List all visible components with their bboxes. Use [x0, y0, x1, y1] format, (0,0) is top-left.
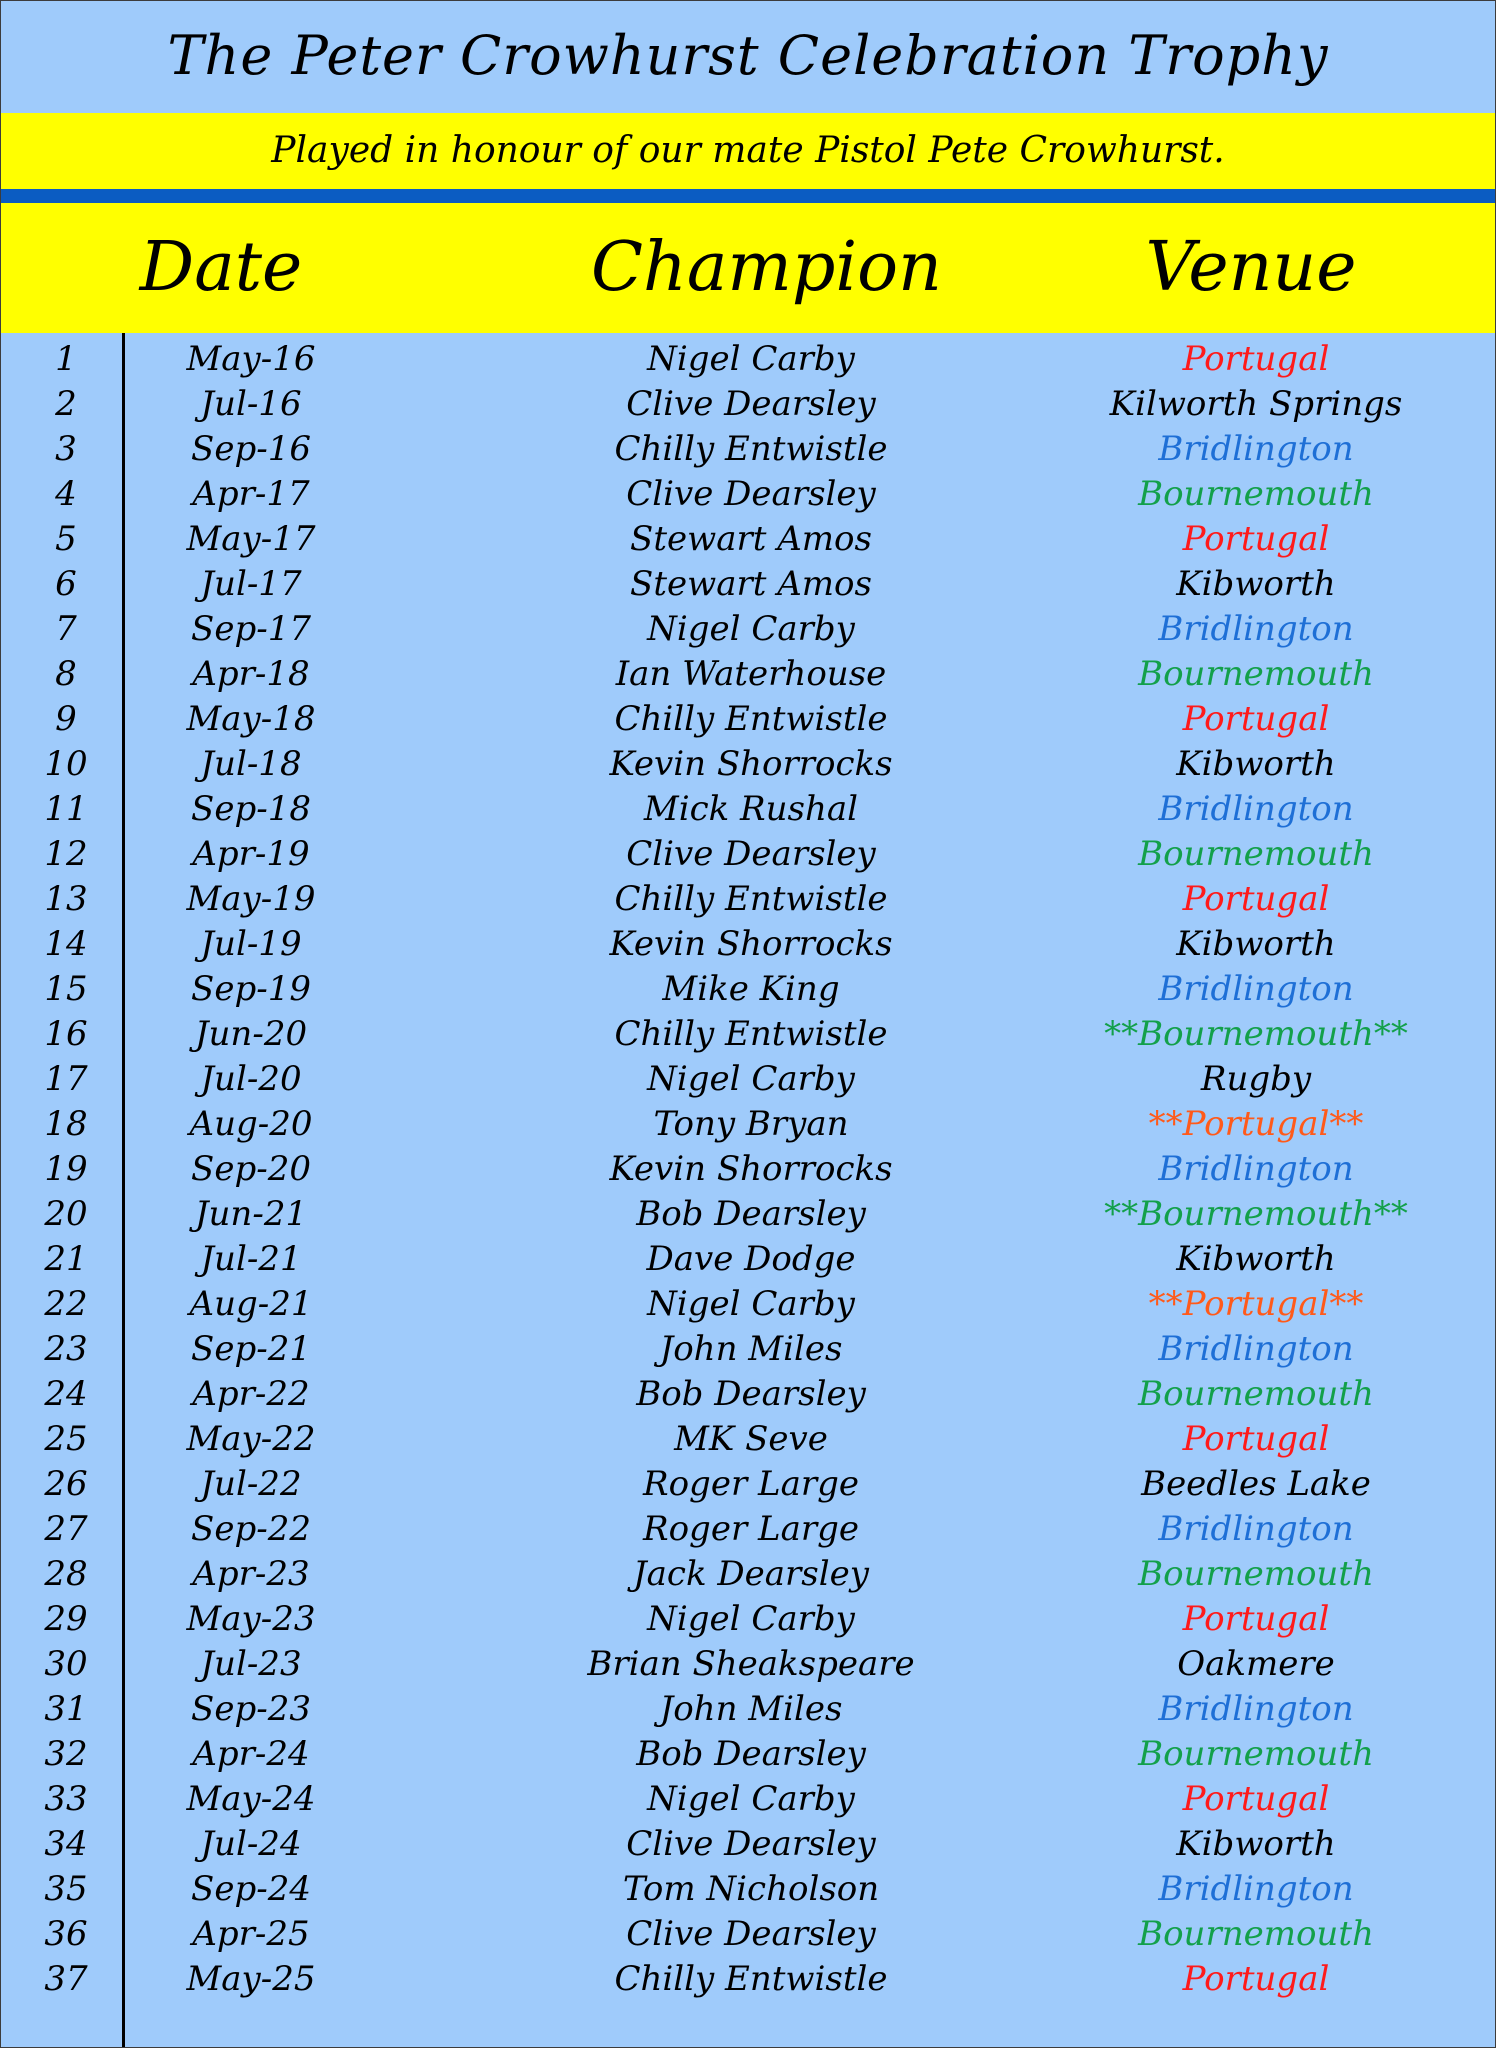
row-champion: Bob Dearsley: [636, 1734, 866, 1774]
table-row: [1, 1012, 1495, 1057]
row-number: 2: [55, 384, 77, 424]
row-date: May-22: [186, 1419, 316, 1459]
page-subtitle: Played in honour of our mate Pistol Pete Crowhurst.: [271, 130, 1225, 171]
table-row: [1, 832, 1495, 877]
table-row: [1, 562, 1495, 607]
row-venue: Bridlington: [1158, 789, 1354, 829]
results-table: [1, 337, 1495, 2002]
row-champion: Dave Dodge: [646, 1239, 856, 1279]
row-venue: Bournemouth: [1138, 1374, 1374, 1414]
table-row: [1, 1372, 1495, 1417]
row-champion: Chilly Entwistle: [614, 1959, 888, 1999]
row-champion: Nigel Carby: [647, 1284, 855, 1324]
row-number: 19: [44, 1149, 88, 1189]
row-number: 5: [55, 519, 77, 559]
table-row: [1, 517, 1495, 562]
row-number: 35: [44, 1869, 88, 1909]
row-champion: Chilly Entwistle: [614, 1014, 888, 1054]
row-date: Sep-21: [191, 1329, 311, 1369]
row-date: Apr-23: [192, 1554, 310, 1594]
row-number: 23: [44, 1329, 88, 1369]
row-venue: Kibworth: [1176, 1824, 1336, 1864]
row-venue: Kibworth: [1176, 1239, 1336, 1279]
row-number: 30: [44, 1644, 88, 1684]
table-row: [1, 1597, 1495, 1642]
row-number: 10: [44, 744, 88, 784]
row-number: 11: [44, 789, 88, 829]
table-row: [1, 1327, 1495, 1372]
row-venue: Bridlington: [1158, 969, 1354, 1009]
row-venue: **Bournemouth**: [1104, 1014, 1408, 1054]
row-venue: Bridlington: [1158, 1329, 1354, 1369]
row-champion: Nigel Carby: [647, 1599, 855, 1639]
row-date: Sep-20: [191, 1149, 311, 1189]
table-row: [1, 1282, 1495, 1327]
table-row: [1, 787, 1495, 832]
row-venue: Bournemouth: [1138, 1914, 1374, 1954]
row-champion: Nigel Carby: [647, 339, 855, 379]
row-number: 7: [55, 609, 77, 649]
row-date: Sep-17: [191, 609, 311, 649]
row-champion: Chilly Entwistle: [614, 429, 888, 469]
row-champion: John Miles: [659, 1329, 843, 1369]
row-venue: Rugby: [1200, 1059, 1312, 1099]
row-champion: Clive Dearsley: [626, 474, 876, 514]
row-champion: Clive Dearsley: [626, 1914, 876, 1954]
row-venue: Portugal: [1182, 1959, 1330, 1999]
table-row: [1, 1822, 1495, 1867]
table-row: [1, 697, 1495, 742]
row-number: 32: [44, 1734, 88, 1774]
row-number: 24: [44, 1374, 88, 1414]
row-number: 1: [55, 339, 77, 379]
table-row: [1, 427, 1495, 472]
row-number: 36: [44, 1914, 88, 1954]
row-champion: Roger Large: [642, 1464, 859, 1504]
row-number: 27: [44, 1509, 88, 1549]
table-row: [1, 1912, 1495, 1957]
row-champion: John Miles: [659, 1689, 843, 1729]
row-venue: Oakmere: [1177, 1644, 1335, 1684]
row-date: Apr-18: [192, 654, 310, 694]
row-date: Jul-20: [200, 1059, 302, 1099]
header-date: Date: [139, 228, 303, 307]
row-number: 6: [55, 564, 77, 604]
row-number: 28: [44, 1554, 88, 1594]
column-header-band: [1, 203, 1495, 333]
row-date: Sep-23: [191, 1689, 311, 1729]
row-champion: Mick Rushal: [643, 789, 859, 829]
table-row: [1, 1147, 1495, 1192]
header-venue: Venue: [1145, 228, 1357, 307]
row-venue: Portugal: [1182, 879, 1330, 919]
row-date: Jun-21: [194, 1194, 308, 1234]
row-champion: Kevin Shorrocks: [609, 1149, 893, 1189]
row-venue: **Portugal**: [1148, 1284, 1364, 1324]
row-venue: Bridlington: [1158, 1149, 1354, 1189]
row-date: Jul-16: [200, 384, 302, 424]
row-venue: Bournemouth: [1138, 654, 1374, 694]
row-date: Jul-24: [200, 1824, 302, 1864]
row-date: Sep-19: [191, 969, 311, 1009]
row-date: May-25: [186, 1959, 316, 1999]
row-venue: Bridlington: [1158, 609, 1354, 649]
row-venue: Bridlington: [1158, 429, 1354, 469]
table-row: [1, 1732, 1495, 1777]
row-date: Jul-21: [200, 1239, 302, 1279]
row-number: 9: [55, 699, 77, 739]
row-date: May-24: [186, 1779, 316, 1819]
table-row: [1, 382, 1495, 427]
table-row: [1, 1192, 1495, 1237]
row-date: Jul-18: [200, 744, 302, 784]
row-champion: Jack Dearsley: [633, 1554, 869, 1594]
table-row: [1, 967, 1495, 1012]
table-row: [1, 742, 1495, 787]
row-date: May-16: [186, 339, 316, 379]
row-number: 4: [55, 474, 77, 514]
row-number: 25: [44, 1419, 88, 1459]
table-row: [1, 1552, 1495, 1597]
row-champion: Clive Dearsley: [626, 1824, 876, 1864]
row-date: Apr-19: [192, 834, 310, 874]
table-row: [1, 1507, 1495, 1552]
page-title: The Peter Crowhurst Celebration Trophy: [167, 24, 1329, 87]
row-number: 8: [55, 654, 77, 694]
row-venue: Bridlington: [1158, 1689, 1354, 1729]
row-champion: Clive Dearsley: [626, 384, 876, 424]
row-date: Jun-20: [194, 1014, 308, 1054]
row-date: Sep-16: [191, 429, 311, 469]
row-date: Apr-17: [192, 474, 310, 514]
row-champion: Tom Nicholson: [622, 1869, 880, 1909]
row-venue: Bournemouth: [1138, 474, 1374, 514]
row-venue: Portugal: [1182, 1779, 1330, 1819]
row-date: May-19: [186, 879, 316, 919]
row-date: Jul-22: [200, 1464, 302, 1504]
row-champion: Stewart Amos: [630, 519, 872, 559]
row-number: 16: [44, 1014, 88, 1054]
header-champion: Champion: [591, 228, 942, 307]
table-row: [1, 1642, 1495, 1687]
table-row: [1, 1687, 1495, 1732]
row-champion: Nigel Carby: [647, 609, 855, 649]
table-row: [1, 922, 1495, 967]
row-venue: Kilworth Springs: [1109, 384, 1403, 424]
row-number: 3: [55, 429, 77, 469]
row-date: Aug-21: [189, 1284, 313, 1324]
table-row: [1, 1867, 1495, 1912]
row-date: Apr-22: [192, 1374, 310, 1414]
row-number: 14: [44, 924, 88, 964]
row-champion: Kevin Shorrocks: [609, 744, 893, 784]
row-champion: Stewart Amos: [630, 564, 872, 604]
row-number: 37: [44, 1959, 88, 1999]
row-date: May-18: [186, 699, 316, 739]
row-venue: Kibworth: [1176, 744, 1336, 784]
row-number: 17: [44, 1059, 88, 1099]
row-champion: Roger Large: [642, 1509, 859, 1549]
row-champion: MK Seve: [674, 1419, 828, 1459]
row-venue: Bournemouth: [1138, 834, 1374, 874]
row-champion: Nigel Carby: [647, 1779, 855, 1819]
row-date: May-23: [186, 1599, 316, 1639]
row-venue: Bridlington: [1158, 1509, 1354, 1549]
table-row: [1, 652, 1495, 697]
row-date: Apr-25: [192, 1914, 310, 1954]
row-champion: Chilly Entwistle: [614, 699, 888, 739]
row-date: Aug-20: [189, 1104, 313, 1144]
row-venue: Beedles Lake: [1141, 1464, 1371, 1504]
row-number: 22: [44, 1284, 88, 1324]
row-champion: Bob Dearsley: [636, 1374, 866, 1414]
row-venue: Bournemouth: [1138, 1734, 1374, 1774]
row-venue: Portugal: [1182, 339, 1330, 379]
row-champion: Brian Sheakspeare: [587, 1644, 915, 1684]
row-date: Jul-23: [200, 1644, 302, 1684]
row-number: 33: [44, 1779, 88, 1819]
row-venue: Portugal: [1182, 699, 1330, 739]
row-date: May-17: [186, 519, 316, 559]
row-number: 18: [44, 1104, 88, 1144]
table-row: [1, 1462, 1495, 1507]
row-champion: Nigel Carby: [647, 1059, 855, 1099]
table-row: [1, 337, 1495, 382]
table-row: [1, 607, 1495, 652]
row-number: 15: [44, 969, 88, 1009]
row-number: 12: [44, 834, 88, 874]
row-number: 31: [44, 1689, 88, 1729]
row-venue: Portugal: [1182, 519, 1330, 559]
row-venue: **Portugal**: [1148, 1104, 1364, 1144]
row-date: Sep-18: [191, 789, 311, 829]
row-champion: Bob Dearsley: [636, 1194, 866, 1234]
row-number: 20: [44, 1194, 88, 1234]
row-champion: Chilly Entwistle: [614, 879, 888, 919]
subtitle-band: [1, 113, 1495, 189]
table-row: [1, 1102, 1495, 1147]
table-row: [1, 1777, 1495, 1822]
blue-divider-stripe: [1, 189, 1495, 203]
table-row: [1, 472, 1495, 517]
row-champion: Mike King: [662, 969, 840, 1009]
row-champion: Clive Dearsley: [626, 834, 876, 874]
row-venue: **Bournemouth**: [1104, 1194, 1408, 1234]
row-date: Jul-19: [200, 924, 302, 964]
table-row: [1, 1237, 1495, 1282]
row-venue: Kibworth: [1176, 564, 1336, 604]
row-champion: Tony Bryan: [653, 1104, 849, 1144]
table-row: [1, 1057, 1495, 1102]
row-number: 13: [44, 879, 88, 919]
row-date: Sep-24: [191, 1869, 311, 1909]
row-venue: Portugal: [1182, 1599, 1330, 1639]
row-date: Apr-24: [192, 1734, 310, 1774]
row-venue: Bridlington: [1158, 1869, 1354, 1909]
row-champion: Ian Waterhouse: [615, 654, 887, 694]
row-venue: Bournemouth: [1138, 1554, 1374, 1594]
row-number: 26: [44, 1464, 88, 1504]
row-date: Jul-17: [200, 564, 302, 604]
table-row: [1, 1417, 1495, 1462]
row-champion: Kevin Shorrocks: [609, 924, 893, 964]
row-number: 29: [44, 1599, 88, 1639]
row-number: 34: [44, 1824, 88, 1864]
row-date: Sep-22: [191, 1509, 311, 1549]
table-row: [1, 1957, 1495, 2002]
row-venue: Kibworth: [1176, 924, 1336, 964]
row-number: 21: [44, 1239, 88, 1279]
row-venue: Portugal: [1182, 1419, 1330, 1459]
table-row: [1, 877, 1495, 922]
